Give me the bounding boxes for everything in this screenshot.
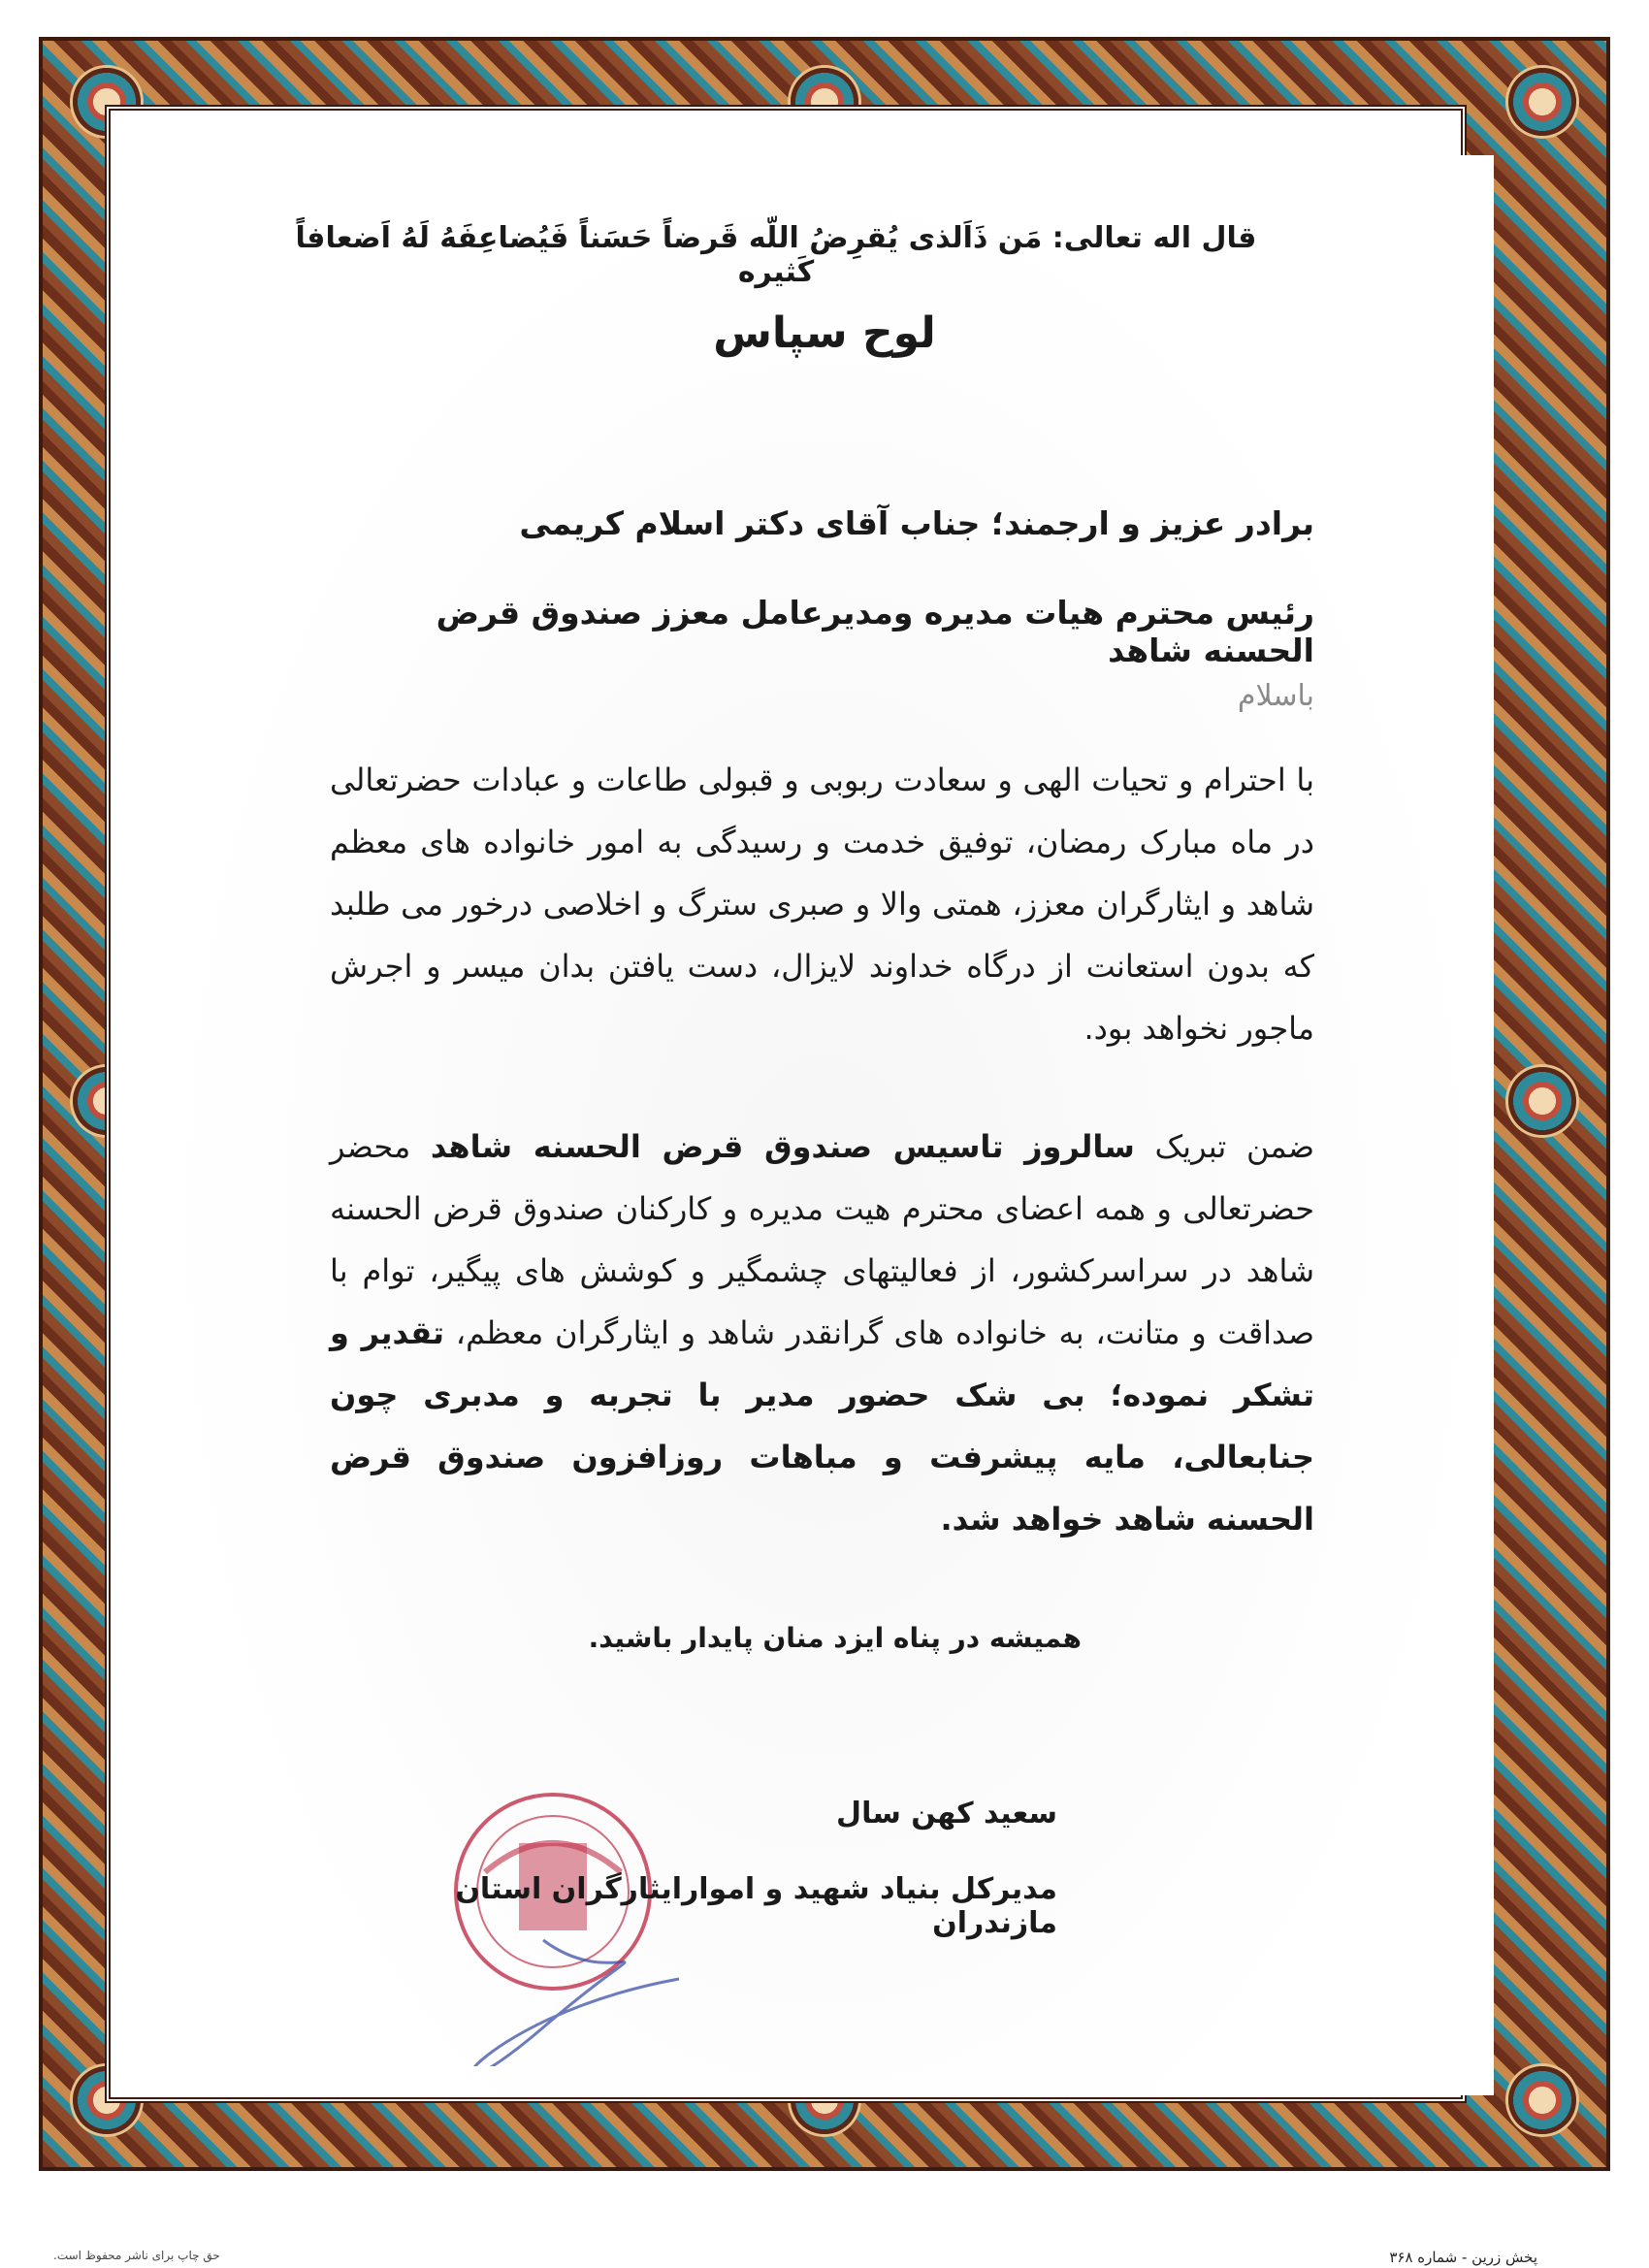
paragraph-2-emphasis: سالروز تاسیس صندوق قرض الحسنه شاهد	[430, 1128, 1135, 1165]
border-medallion-icon	[1508, 68, 1576, 136]
paragraph-2	[330, 1116, 1314, 1550]
paragraph-1: با احترام و تحیات الهی و سعادت ربوبی و قبولی طاعات و عبادات حضرتعالی در ماه مبارک رمضان، توفیق خدمت و رسیدگی به امور خانواده های معظم شاهد و ایثارگران معزز، همتی والا و صبری سترگ و اخلاصی درخور می طلبد که بدون استعانت از درگاه خداوند لایزال، دست یافتن بدان میسر و اجرش ماجور نخواهد بود.	[330, 761, 1314, 1047]
page-title: لوح سپاس	[713, 308, 936, 358]
publisher-note: پخش زرین - شماره ۳۶۸	[1389, 2249, 1537, 2266]
recipient-position: رئیس محترم هیات مدیره ومدیرعامل معزز صندوق قرض الحسنه شاهد	[436, 594, 1314, 669]
recipient-line: برادر عزیز و ارجمند؛ جناب آقای دکتر اسلام کریمی	[519, 504, 1314, 542]
greeting: باسلام	[1237, 679, 1314, 713]
paragraph-2-text: ضمن تبریک	[1134, 1128, 1315, 1165]
copyright-note: حق چاپ برای ناشر محفوظ است.	[53, 2249, 220, 2262]
closing-line: همیشه در پناه ایزد منان پایدار باشید.	[588, 1622, 1082, 1654]
paragraph-2-emphasis: تقدیر و تشکر نموده؛ بی شک حضور مدیر با تجربه و مدبری چون جنابعالی، مایه پیشرفت و مباهات روزافزون صندوق قرض الحسنه شاهد خواهد شد.	[330, 1314, 1314, 1538]
paragraph-2-text: محضر حضرتعالی و همه اعضای محترم هیت مدیره و کارکنان صندوق قرض الحسنه شاهد در سراسرکشور، از فعالیتهای چشمگیر و کوشش های پیگیر، توام با صداقت و متانت، به خانواده های گرانقدر شاهد و ایثارگران معظم،	[330, 1128, 1315, 1351]
border-medallion-icon	[1508, 1067, 1576, 1135]
border-medallion-icon	[1508, 2066, 1576, 2134]
signer-name: سعید کهن سال	[836, 1797, 1057, 1831]
signer-title: مدیرکل بنیاد شهید و اموارایثارگران استان مازندران	[455, 1872, 1057, 1940]
quran-verse: قال اله تعالی: مَن ذَاَلذی یُقرِضُ اللّه قَرضاً حَسَناً فَیُضاعِفَهُ لَهُ اَضعافاً کَثیره	[295, 221, 1257, 289]
signature-scribble	[470, 1940, 679, 2066]
